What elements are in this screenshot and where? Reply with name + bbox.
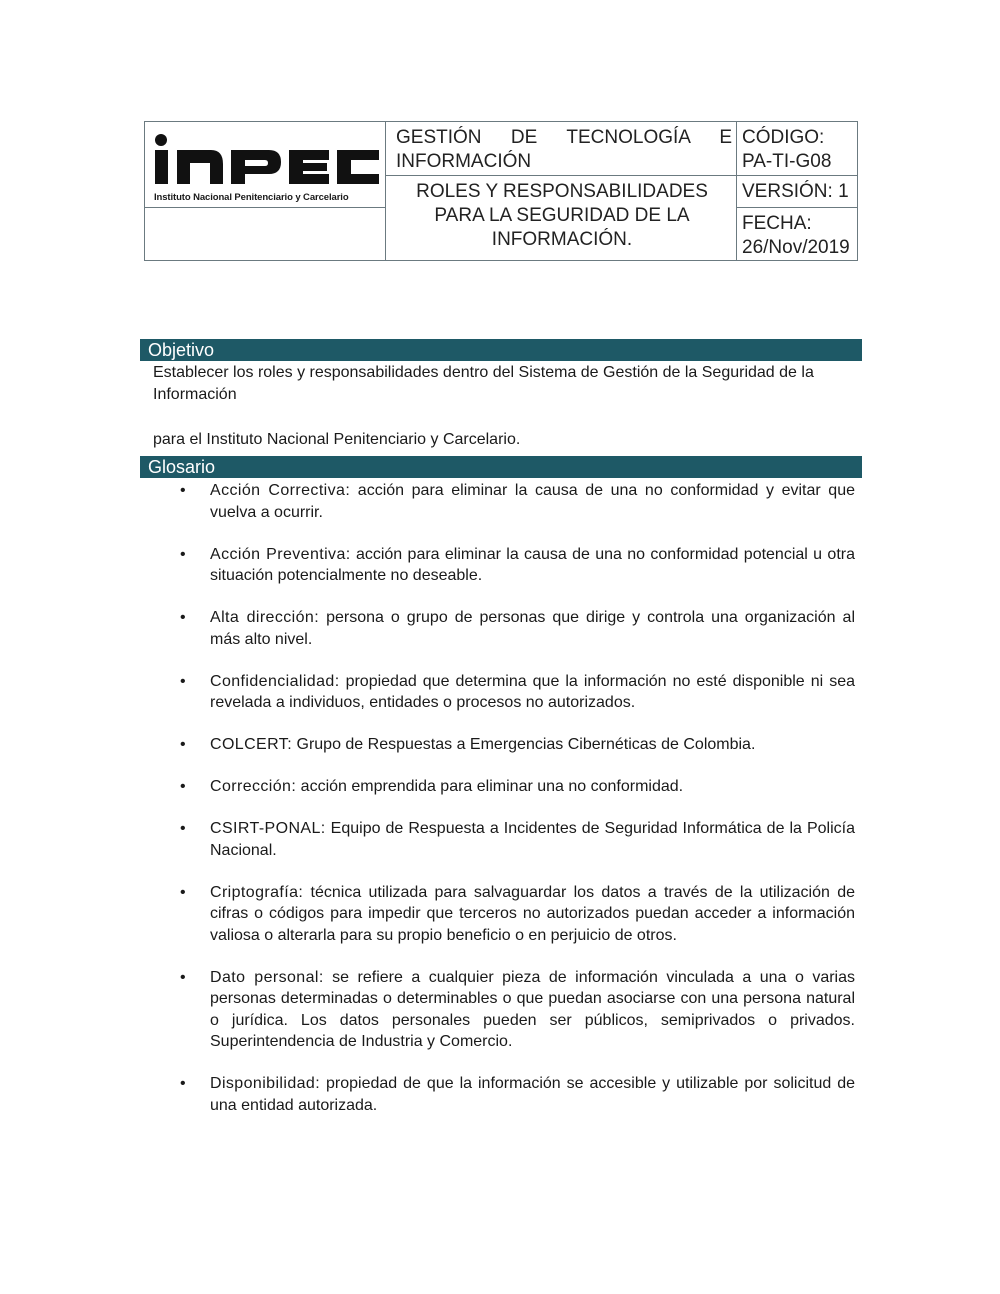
glossary-definition: propiedad de que la información se accesible y utilizable por solicitud de una entidad autorizada. <box>210 1075 855 1114</box>
document-version: VERSIÓN: 1 <box>742 181 849 202</box>
glossary-term: Disponibilidad: <box>210 1075 321 1092</box>
glossary-list <box>140 480 862 1116</box>
glossary-item <box>140 734 862 756</box>
objetivo-text: Establecer los roles y responsabilidades dentro del Sistema de Gestión de la Seguridad de la Información <box>153 364 814 403</box>
bullet: • <box>180 883 186 901</box>
glossary-term: CSIRT-PONAL: <box>210 820 326 837</box>
section-heading-glosario: Glosario <box>140 456 862 478</box>
glossary-definition: propiedad que determina que la información no esté disponible ni sea revelada a individuos, entidades o procesos no autorizados. <box>210 672 855 711</box>
glossary-definition: Grupo de Respuestas a Emergencias Cibernéticas de Colombia. <box>292 736 756 753</box>
glossary-definition: acción para eliminar la causa de una no conformidad potencial u otra situación potencialmente no deseable. <box>210 545 855 584</box>
glossary-definition: Equipo de Respuesta a Incidentes de Seguridad Informática de la Policía Nacional. <box>210 820 855 859</box>
bullet: • <box>180 968 186 986</box>
section-heading-objetivo: Objetivo <box>140 339 862 361</box>
glossary-definition: se refiere a cualquier pieza de información vinculada a una o varias personas determinadas o determinables o que puedan asociarse con una persona natural o jurídica. Los datos personales pueden ser públicos, semiprivados o privados. Superintendencia de Industria y Comercio. <box>210 968 855 1050</box>
header-divider <box>736 207 858 208</box>
inpec-logo-mark <box>153 130 379 188</box>
glossary-item <box>140 967 862 1053</box>
bullet: • <box>180 609 186 626</box>
glossary-item <box>140 882 862 947</box>
glossary-item <box>140 607 862 650</box>
code-value: PA-TI-G08 <box>742 151 832 172</box>
bullet: • <box>180 820 186 837</box>
glossary-definition: persona o grupo de personas que dirige y controla una organización al más alto nivel. <box>210 609 855 648</box>
glossary-item <box>140 776 862 798</box>
document-date <box>742 212 860 260</box>
glossary-term: COLCERT: <box>210 736 293 753</box>
glossary-term: Dato personal: <box>210 968 324 986</box>
bullet: • <box>180 736 186 753</box>
glossary-term: Corrección: <box>210 778 297 795</box>
glossary-term: Acción Correctiva: <box>210 482 351 499</box>
header-divider <box>145 207 385 208</box>
document-title: ROLES Y RESPONSABILIDADES PARA LA SEGURIDAD DE LA INFORMACIÓN. <box>416 181 708 250</box>
header-divider <box>385 122 386 260</box>
document-header-table <box>144 121 858 261</box>
date-value: 26/Nov/2019 <box>742 237 850 258</box>
bullet: • <box>180 1075 186 1092</box>
glossary-term: Confidencialidad: <box>210 672 340 690</box>
glossary-item <box>140 544 862 587</box>
glossary-definition: acción para eliminar la causa de una no conformidad y evitar que vuelva a ocurrir. <box>210 482 855 521</box>
bullet: • <box>180 545 186 563</box>
objetivo-text-continued: para el Instituto Nacional Penitenciario y Carcelario. <box>153 431 521 448</box>
glossary-definition: acción emprendida para eliminar una no conformidad. <box>296 778 684 795</box>
glossary-item <box>140 671 862 714</box>
bullet: • <box>180 482 186 499</box>
inpec-logo <box>145 122 385 207</box>
glossary-item <box>140 818 862 861</box>
code-label: CÓDIGO: <box>742 127 825 148</box>
bullet: • <box>180 778 186 795</box>
date-label: FECHA: <box>742 213 812 234</box>
glossary-definition: técnica utilizada para salvaguardar los datos a través de la utilización de cifras o códigos para impedir que terceros no autorizados puedan acceder a información valiosa o alterarla para su propio beneficio o en perjuicio de otros. <box>210 883 855 944</box>
bullet: • <box>180 672 186 690</box>
glossary-term: Acción Preventiva: <box>210 545 351 563</box>
process-name: GESTIÓN DE TECNOLOGÍA E INFORMACIÓN <box>396 127 732 172</box>
glossary-term: Alta dirección: <box>210 609 320 626</box>
glossary-term: Criptografía: <box>210 883 304 901</box>
document-code <box>742 126 858 174</box>
header-divider <box>736 122 737 260</box>
glossary-item <box>140 480 862 523</box>
logo-subtitle: Instituto Nacional Penitenciario y Carcelario <box>154 192 349 203</box>
glossary-item <box>140 1073 862 1116</box>
